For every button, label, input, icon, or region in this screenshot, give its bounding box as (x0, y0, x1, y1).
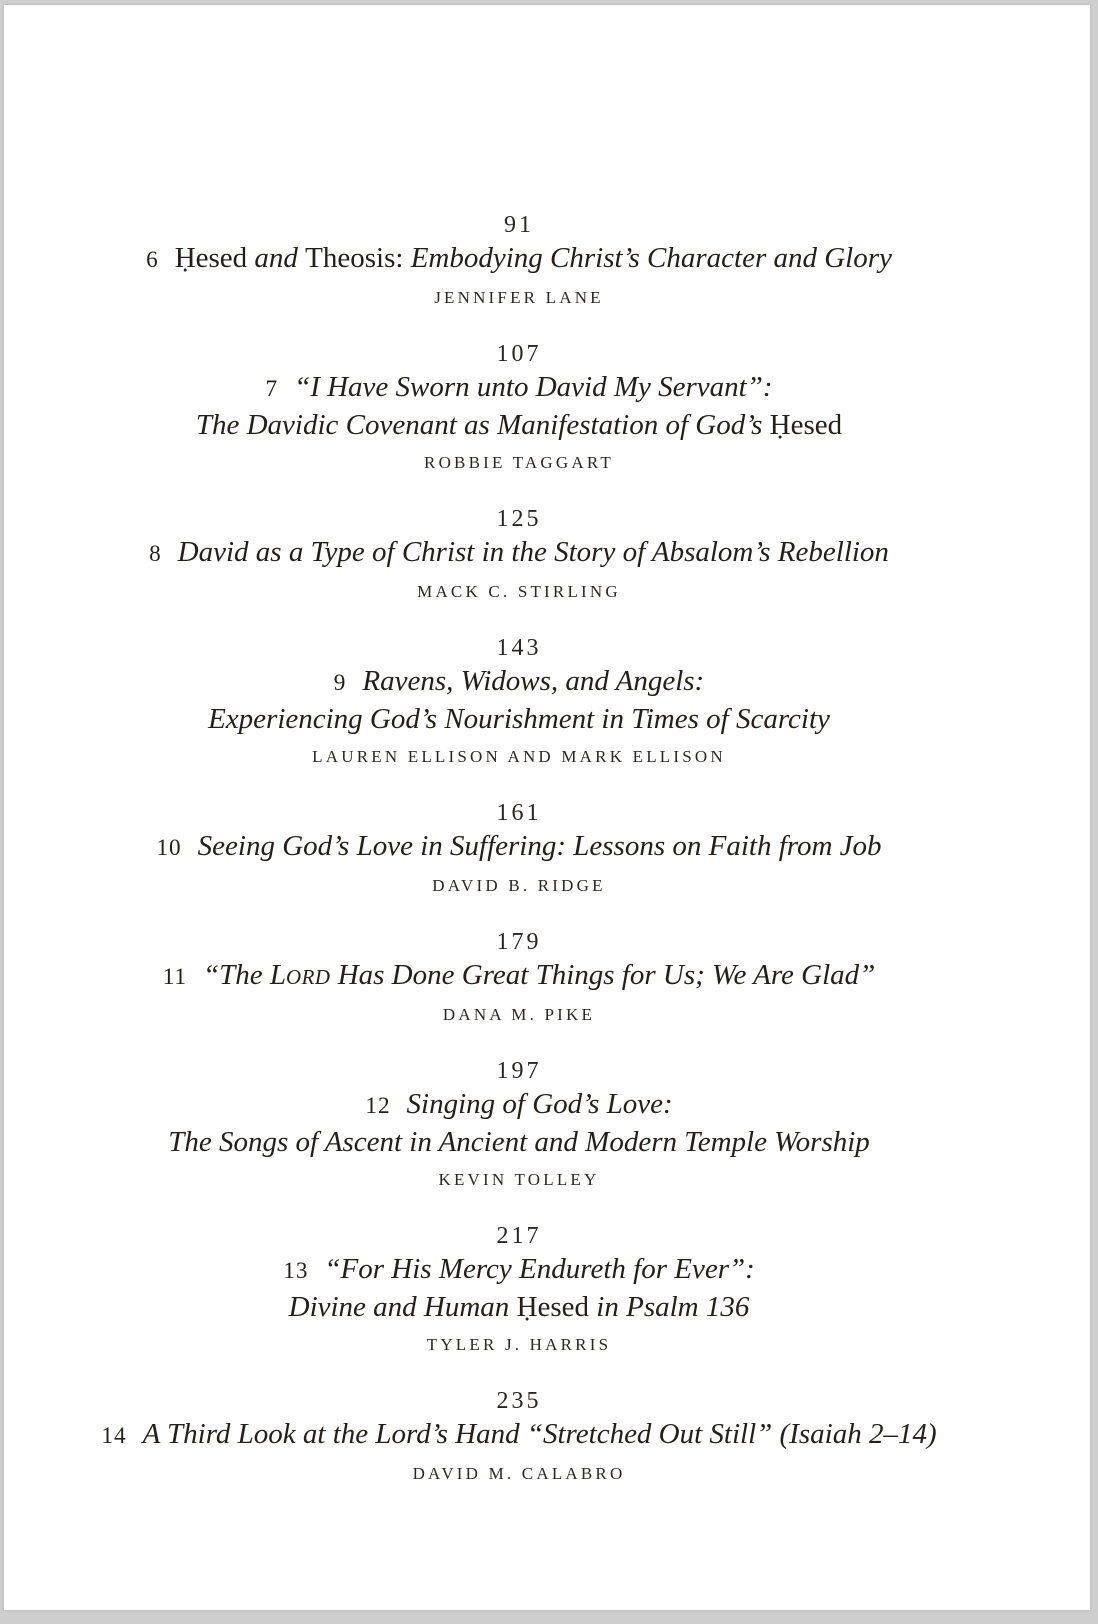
title-segment: ORD (286, 965, 331, 989)
title-segment: and (247, 242, 306, 274)
chapter-title-line (4, 828, 1034, 866)
title-segment: “For His Mercy Endureth for Ever”: (324, 1253, 755, 1285)
toc-entry (4, 504, 1034, 603)
chapter-number: 14 (101, 1423, 127, 1449)
chapter-author: DAVID B. RIDGE (432, 876, 606, 895)
title-segment: Divine and Human (288, 1291, 517, 1323)
title-segment: in Psalm 136 (589, 1291, 750, 1323)
chapter-number: 8 (149, 541, 162, 567)
toc-entry (4, 927, 1034, 1026)
chapter-author: KEVIN TOLLEY (438, 1170, 600, 1189)
document-page (4, 5, 1090, 1610)
chapter-number: 9 (333, 670, 347, 696)
toc-entry (4, 798, 1034, 897)
chapter-title (4, 369, 1034, 443)
page-number: 91 (504, 212, 534, 238)
chapter-title (4, 1086, 1034, 1160)
page-number: 235 (496, 1388, 542, 1414)
chapter-number: 12 (365, 1093, 391, 1119)
title-segment: Ḥesed (516, 1291, 590, 1323)
toc-entry (4, 210, 1034, 309)
chapter-title-line (4, 957, 1034, 995)
chapter-title-line (4, 1289, 1034, 1325)
chapter-title (4, 828, 1034, 866)
chapter-title (4, 1251, 1034, 1325)
chapter-number: 10 (156, 835, 182, 861)
chapter-number: 7 (265, 376, 279, 402)
chapter-title (4, 663, 1034, 737)
chapter-number: 13 (283, 1258, 309, 1284)
title-segment: Ravens, Widows, and Angels: (362, 665, 705, 697)
title-segment: The Songs of Ascent in Ancient and Modern Temple Worship (168, 1126, 870, 1158)
chapter-title-line (4, 407, 1034, 443)
chapter-number: 6 (146, 247, 159, 273)
chapter-author: ROBBIE TAGGART (424, 453, 614, 472)
page-number: 179 (496, 929, 542, 955)
toc-entry (4, 339, 1034, 474)
chapter-author: DANA M. PIKE (442, 1005, 596, 1024)
title-segment: Ḥesed (769, 409, 843, 441)
page-number: 197 (496, 1058, 542, 1084)
title-segment: “The L (203, 959, 287, 991)
chapter-title-line (4, 1124, 1034, 1160)
toc-entry (4, 633, 1034, 768)
page-number: 161 (496, 800, 542, 826)
chapter-author: LAUREN ELLISON AND MARK ELLISON (312, 747, 726, 766)
chapter-number: 11 (162, 964, 188, 990)
title-segment: “I Have Sworn unto David My Servant”: (294, 371, 773, 403)
table-of-contents (4, 5, 1034, 1485)
chapter-title-line (4, 534, 1034, 572)
chapter-author: MACK C. STIRLING (417, 582, 621, 601)
chapter-title (4, 957, 1034, 995)
chapter-title (4, 534, 1034, 572)
title-segment: Has Done Great Things for Us; We Are Glad” (330, 959, 876, 991)
title-segment: Ḥesed (174, 242, 248, 274)
page-number: 143 (496, 635, 542, 661)
title-segment: Theosis: (305, 242, 411, 274)
toc-entry (4, 1221, 1034, 1356)
chapter-title-line (4, 1416, 1034, 1454)
toc-entry (4, 1056, 1034, 1191)
chapter-title-line (4, 663, 1034, 701)
chapter-title-line (4, 701, 1034, 737)
title-segment: Seeing God’s Love in Suffering: Lessons on Faith from Job (197, 830, 882, 862)
chapter-author: DAVID M. CALABRO (412, 1464, 626, 1483)
toc-entry (4, 1386, 1034, 1485)
chapter-title-line (4, 1086, 1034, 1124)
page-number: 107 (496, 341, 542, 367)
page-number: 217 (496, 1223, 542, 1249)
chapter-title-line (4, 1251, 1034, 1289)
title-segment: The Davidic Covenant as Manifestation of God’s (195, 409, 770, 441)
title-segment: Experiencing God’s Nourishment in Times of Scarcity (208, 703, 830, 735)
page-number: 125 (496, 506, 542, 532)
chapter-author: JENNIFER LANE (434, 288, 604, 307)
title-segment: Singing of God’s Love: (406, 1088, 673, 1120)
chapter-author: TYLER J. HARRIS (426, 1335, 612, 1354)
title-segment: A Third Look at the Lord’s Hand “Stretched Out Still” (Isaiah 2–14) (142, 1418, 937, 1450)
title-segment: Embodying Christ’s Character and Glory (410, 242, 892, 274)
title-segment: David as a Type of Christ in the Story of Absalom’s Rebellion (177, 536, 889, 568)
chapter-title (4, 1416, 1034, 1454)
chapter-title (4, 240, 1034, 278)
chapter-title-line (4, 240, 1034, 278)
chapter-title-line (4, 369, 1034, 407)
